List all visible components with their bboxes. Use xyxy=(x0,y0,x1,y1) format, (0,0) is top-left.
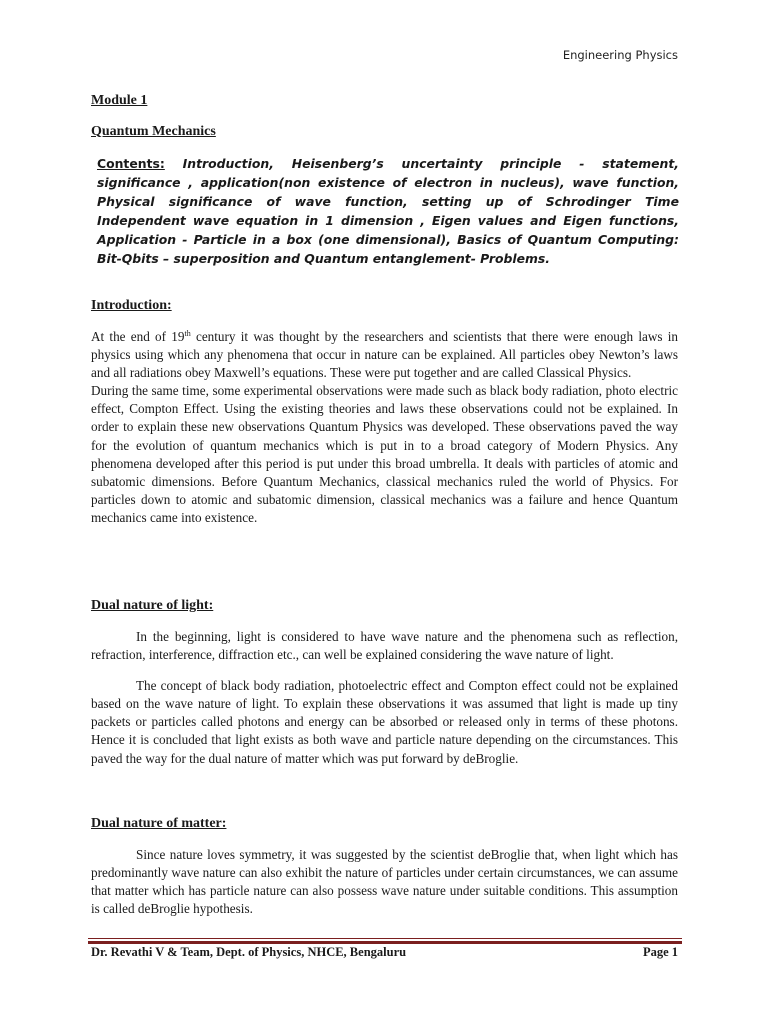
footer-author: Dr. Revathi V & Team, Dept. of Physics, NHCE, Bengaluru xyxy=(91,945,407,959)
dual-light-section xyxy=(91,628,678,768)
footer-rule-thin xyxy=(88,938,682,939)
introduction-section xyxy=(91,328,678,527)
module-number: Module 1 xyxy=(91,93,148,108)
introduction-paragraph-2: During the same time, some experimental observations were made such as black body radiation, photo electric effect, Compton Effect. Using the existing theories and laws these observations could not be explained. In order to explain these new observations Quantum Physics was developed. These observations paved the way for the evolution of quantum mechanics which is put in to a broad category of Modern Physics. Any phenomena developed after this period is put under this broad umbrella. It deals with particles of atomic and subatomic dimensions. Before Quantum Mechanics, classical mechanics ruled the world of Physics. For particles down to atomic and subatomic dimension, classical mechanics was a failure and hence Quantum mechanics came into existence. xyxy=(91,383,678,525)
ordinal-superscript: th xyxy=(184,329,191,338)
dual-matter-section xyxy=(91,846,678,918)
contents-label: Contents: xyxy=(97,156,165,171)
dual-light-paragraph-1: In the beginning, light is considered to have wave nature and the phenomena such as reflection, refraction, interference, diffraction etc., can well be explained considering the wave nature of light. xyxy=(91,629,678,663)
dual-matter-paragraph-1: Since nature loves symmetry, it was suggested by the scientist deBroglie that, when light which has predominantly wave nature can also exhibit the nature of particles under certain circumstances, we can assume that matter which has particle nature can also possess wave nature under suitable conditions. This assumption is called deBroglie hypothesis. xyxy=(91,847,678,917)
module-title: Quantum Mechanics xyxy=(91,124,216,139)
contents-paragraph xyxy=(97,154,679,269)
footer-rule-thick xyxy=(88,941,682,944)
dual-light-heading: Dual nature of light: xyxy=(91,598,214,613)
contents-text: Introduction, Heisenberg’s uncertainty principle - statement, significance , application(non existence of electron in nucleus), wave function, Physical significance of wave function, setting up of Schrodinger Time Independent wave equation in 1 dimension , Eigen values and Eigen functions, Application - Particle in a box (one dimensional), Basics of Quantum Computing: Bit-Qbits – superposition and Quantum entanglement- Problems. xyxy=(97,156,679,267)
introduction-heading: Introduction: xyxy=(91,298,172,313)
introduction-paragraph-1: At the end of 19th century it was thought by the researchers and scientists that there were enough laws in physics using which any phenomena that occur in nature can be explained. All particles obey Newton’s laws and all radiations obey Maxwell’s equations. These were put together and are called Classical Physics. xyxy=(91,329,679,381)
running-header: Engineering Physics xyxy=(562,48,678,62)
footer-page-number: Page 1 xyxy=(642,945,678,959)
dual-light-paragraph-2: The concept of black body radiation, photoelectric effect and Compton effect could not be explained based on the wave nature of light. To explain these observations it was assumed that light is made up tiny packets or particles called photons and energy can be absorbed or released only in terms of these photons. Hence it is concluded that light exists as both wave and particle nature depending on the circumstances. This paved the way for the dual nature of matter which was put forward by deBroglie. xyxy=(91,678,678,766)
dual-matter-heading: Dual nature of matter: xyxy=(91,816,227,831)
